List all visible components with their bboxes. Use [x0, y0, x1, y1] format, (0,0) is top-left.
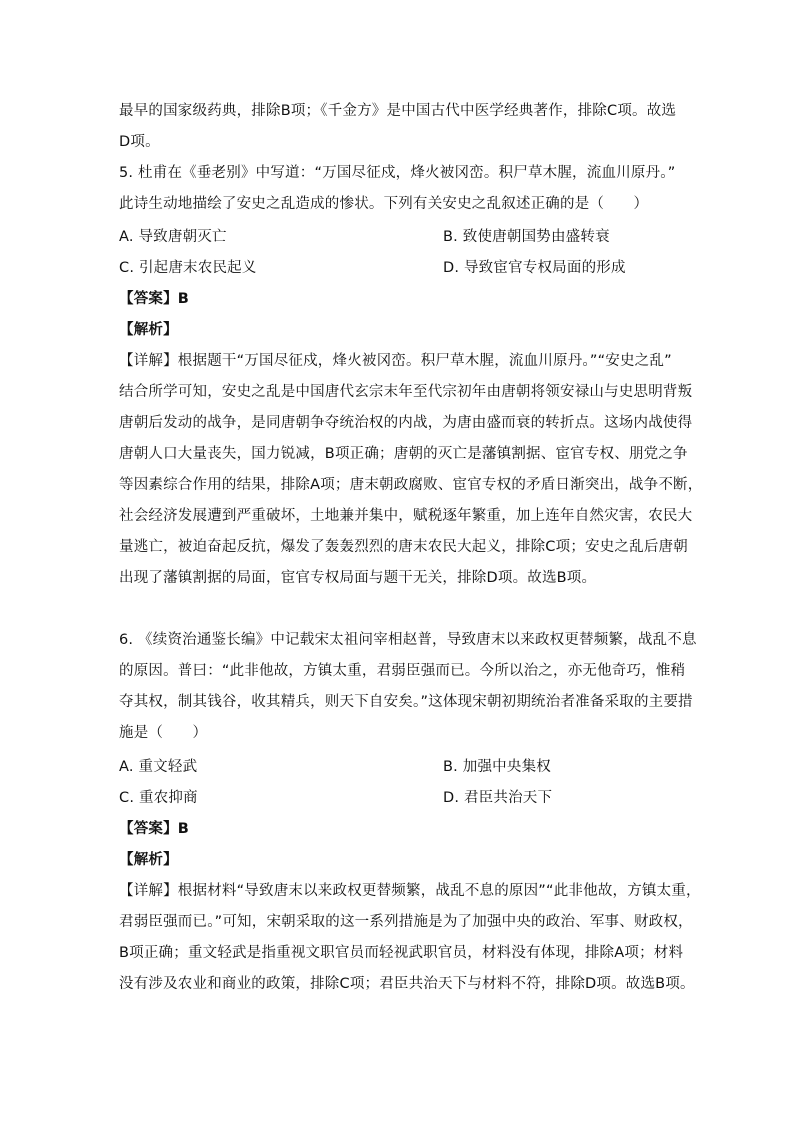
q5-analysis-label: 【解析】	[119, 322, 178, 338]
q6-detail-line: 君弱臣强而已。”可知，宋朝采取的这一系列措施是为了加强中央的政治、军事、财政权，	[119, 914, 693, 930]
q6-option-a: A. 重文轻武	[119, 759, 198, 775]
q5-detail-line: 量逃亡，被迫奋起反抗，爆发了轰轰烈烈的唐末农民大起义，排除C项；安史之乱后唐朝	[119, 539, 688, 555]
q6-option-b: B. 加强中央集权	[443, 759, 551, 775]
q5-option-b: B. 致使唐朝国势由盛转衰	[443, 229, 610, 245]
q5-detail-line: 社会经济发展遭到严重破坏，土地兼并集中，赋税逐年繁重，加上连年自然灾害，农民大	[119, 508, 693, 524]
q6-detail-line: 【详解】根据材料“导致唐末以来政权更替频繁，战乱不息的原因”“此非他故，方镇太重，	[119, 883, 701, 899]
q5-answer: 【答案】B	[119, 291, 190, 307]
q5-option-d: D. 导致宦官专权局面的形成	[443, 260, 626, 276]
q6-detail-line: 没有涉及农业和商业的政策，排除C项；君臣共治天下与材料不符，排除D项。故选B项。	[119, 976, 695, 992]
carryover-line-2: D项。	[119, 134, 160, 150]
q6-option-c: C. 重农抑商	[119, 790, 198, 806]
q5-detail-line: 等因素综合作用的结果，排除A项；唐末朝政腐败、宦官专权的矛盾日渐突出，战争不断，	[119, 477, 703, 493]
q6-option-d: D. 君臣共治天下	[443, 790, 553, 806]
q6-detail-line: B项正确；重文轻武是指重视文职官员而轻视武职官员，材料没有体现，排除A项；材料	[119, 945, 684, 961]
carryover-line-1: 最早的国家级药典，排除B项；《千金方》是中国古代中医学经典著作，排除C项。故选	[119, 103, 677, 119]
q5-detail-line: 唐朝后发动的战争，是同唐朝争夺统治权的内战，为唐由盛而衰的转折点。这场内战使得	[119, 415, 693, 431]
q6-answer: 【答案】B	[119, 821, 190, 837]
q6-stem-line: 6. 《续资治通鉴长编》中记载宋太祖问宰相赵普，导致唐末以来政权更替频繁，战乱不息	[119, 632, 697, 648]
q5-option-c: C. 引起唐末农民起义	[119, 260, 257, 276]
q5-detail-line: 出现了藩镇割据的局面，宦官专权局面与题干无关，排除D项。故选B项。	[119, 570, 597, 586]
q5-option-a: A. 导致唐朝灭亡	[119, 229, 227, 245]
q5-stem-line-2: 此诗生动地描绘了安史之乱造成的惨状。下列有关安史之乱叙述正确的是（ ）	[119, 196, 649, 212]
q5-detail-line: 唐朝人口大量丧失，国力锐减，B项正确；唐朝的灭亡是藩镇割据、宦官专权、朋党之争	[119, 446, 688, 462]
q6-stem-line: 夺其权，制其钱谷，收其精兵，则天下自安矣。”这体现宋朝初期统治者准备采取的主要措	[119, 694, 693, 710]
q5-detail-line: 【详解】根据题干“万国尽征戍，烽火被冈峦。积尸草木腥，流血川原丹。”“安史之乱”	[119, 353, 672, 369]
q5-detail-line: 结合所学可知，安史之乱是中国唐代玄宗末年至代宗初年由唐朝将领安禄山与史思明背叛	[119, 384, 693, 400]
q6-analysis-label: 【解析】	[119, 852, 178, 868]
q5-stem-line-1: 5. 杜甫在《垂老别》中写道：“万国尽征戍，烽火被冈峦。积尸草木腥，流血川原丹。”	[119, 165, 676, 181]
q6-stem-line: 施是（ ）	[119, 725, 208, 741]
q6-stem-line: 的原因。普曰：“此非他故，方镇太重，君弱臣强而已。今所以治之，亦无他奇巧，惟稍	[119, 663, 686, 679]
